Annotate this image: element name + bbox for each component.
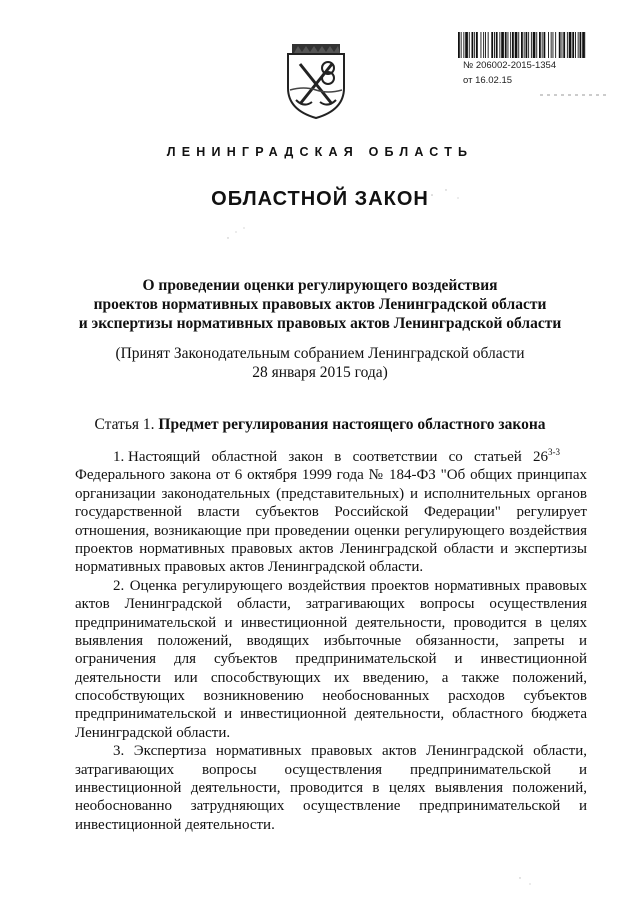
paragraph-line: инвестиционной деятельности, проводится в целях выявления положений, (75, 780, 587, 797)
barcode-bar (510, 32, 511, 58)
law-title-line: О проведении оценки регулирующего воздействия (142, 277, 498, 294)
barcode-bar (476, 32, 478, 58)
barcode-bar (562, 32, 563, 58)
barcode-bar (494, 32, 495, 58)
barcode-bar (580, 32, 582, 58)
paragraph-line: ограничения для субъектов предпринимательской и инвестиционной (75, 651, 587, 668)
coat-of-arms-emblem (284, 40, 348, 120)
document-type: ОБЛАСТНОЙ ЗАКОН (211, 188, 429, 210)
barcode-bar (472, 32, 474, 58)
barcode-bar (505, 32, 507, 58)
paragraph-line: затрагивающих вопросы осуществления предпринимательской и (75, 761, 587, 778)
barcode-bar (563, 32, 565, 58)
barcode-bar (485, 32, 486, 58)
paragraph-line: нормативных правовых актов Ленинградской области. (75, 559, 424, 576)
adoption-note-line: 28 января 2015 года) (252, 364, 388, 381)
paragraph-line: предпринимательской и инвестиционной деятельности, областного бюджета (75, 706, 587, 723)
barcode-bar (515, 32, 518, 58)
barcode-bar (463, 32, 464, 58)
barcode-bar (544, 32, 546, 58)
barcode-bar (572, 32, 574, 58)
region-name: ЛЕНИНГРАДСКАЯ ОБЛАСТЬ (166, 145, 474, 159)
barcode-bar (483, 32, 484, 58)
law-title-line: проектов нормативных правовых актов Ленинградской области (93, 296, 547, 313)
article-heading (0, 416, 640, 434)
barcode-bar (559, 32, 561, 58)
barcode-bar (582, 32, 585, 58)
article-number: Статья 1. (94, 416, 159, 433)
barcode-bar (474, 32, 475, 58)
barcode-bar (533, 32, 536, 58)
paragraph-line: необоснованно затрудняющих осуществление предпринимательской и (75, 798, 587, 815)
barcode-bar (508, 32, 509, 58)
article-title: Предмет регулирования настоящего областного закона (158, 416, 546, 433)
barcode-bar (536, 32, 537, 58)
paragraph-line: выявления положений, вводящих избыточные обязанности, запреты и (75, 632, 587, 649)
law-title-line: и экспертизы нормативных правовых актов Ленинградской области (78, 315, 562, 332)
law-title (60, 276, 580, 333)
paragraph-line: деятельности или способствующих их введению, а также положений, (75, 669, 587, 686)
paragraph-1-first-line: 1. Настоящий областной закон в соответствии со статьей 26 (113, 449, 549, 465)
adoption-note-line: (Принят Законодательным собранием Ленинградской области (115, 345, 525, 362)
barcode-bar (481, 32, 482, 58)
barcode-bar (518, 32, 519, 58)
paragraph-line (75, 448, 587, 466)
barcode-bar (551, 32, 552, 58)
barcode-bar (539, 32, 541, 58)
barcode-bar (512, 32, 514, 58)
paragraph-line: проектов нормативных правовых актов Ленинградской области и экспертизы (75, 540, 587, 557)
barcode-bar (526, 32, 528, 58)
barcode-bar (521, 32, 523, 58)
paragraph-line: отношения, возникающие при проведении оценки регулирующего воздействия (75, 522, 587, 539)
barcode-bar (524, 32, 525, 58)
barcode-bar (488, 32, 489, 58)
barcode-bar (531, 32, 532, 58)
barcode-bar (458, 32, 460, 58)
barcode-bar (575, 32, 576, 58)
article-body (75, 448, 587, 834)
article-superscript: 3-3 (548, 447, 561, 457)
scan-marks (540, 93, 608, 97)
barcode-bar (499, 32, 500, 58)
paragraph-line: способствующих возникновению необоснованных расходов субъектов (75, 688, 587, 705)
paragraph-line: 3. Экспертиза нормативных правовых актов Ленинградской области, (113, 743, 587, 760)
barcode-image (458, 32, 586, 58)
paragraph-line: 2. Оценка регулирующего воздействия проектов нормативных правовых (113, 577, 587, 594)
barcode-bar (553, 32, 554, 58)
barcode-bar (501, 32, 504, 58)
paragraph-line: инвестиционной деятельности. (75, 816, 275, 833)
paragraph-line: организации законодательных (представительных) и исполнительных органов (75, 485, 587, 502)
paragraph-line: предпринимательской и инвестиционной деятельности, проводится в целях (75, 614, 587, 631)
registration-date: от 16.02.15 (463, 75, 513, 86)
paragraph-line: государственной власти субъектов Российской Федерации" регулирует (75, 504, 587, 521)
barcode-bar (548, 32, 549, 58)
barcode-bar (567, 32, 568, 58)
barcode-bar (542, 32, 543, 58)
paragraph-line: Ленинградской области. (75, 724, 231, 741)
barcode-bar (496, 32, 498, 58)
barcode-bar (555, 32, 556, 58)
barcode-bar (465, 32, 468, 58)
paragraph-line: Федерального закона от 6 октября 1999 года № 184-ФЗ "Об общих принципах (75, 467, 587, 484)
paragraph-line: актов Ленинградской области, затрагивающих вопросы осуществления (75, 596, 587, 613)
registration-number: № 206002-2015-1354 (463, 60, 557, 71)
barcode-bar (528, 32, 529, 58)
barcode-bar (569, 32, 572, 58)
barcode-bar (491, 32, 493, 58)
barcode-bar (578, 32, 579, 58)
adoption-note (60, 344, 580, 382)
barcode-bar (461, 32, 462, 58)
barcode-bar (469, 32, 470, 58)
